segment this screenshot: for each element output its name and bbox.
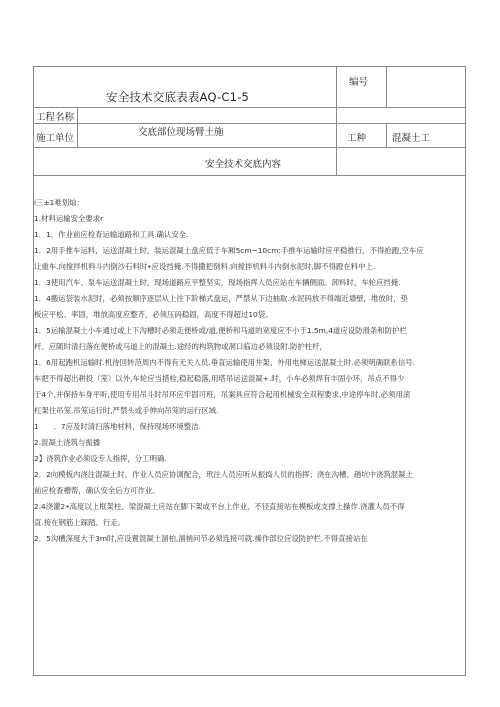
content-line: 前应检查槽帮，确认安全后方可作业。 (34, 486, 160, 495)
content-title: 安全技术交底内容 (205, 159, 282, 170)
construction-unit-label: 施工单位 (36, 133, 75, 144)
row-divider (34, 123, 465, 124)
content-line: 直.接在钢筋上踩踏、行走。 (34, 518, 126, 527)
content-line: i三±1难划灿： (34, 198, 84, 207)
content-line: 2】浇筑作业必须设专人指挥，分工明确. (34, 454, 167, 463)
safety-disclosure-form (33, 66, 466, 676)
content-line: 2.混凝土浇筑与振播 (34, 438, 101, 447)
content-line: 杆。应随时清扫落在便桥或马道上的混凝土.途经的构筑物或洞口临边必须设附.防护柱杆， (34, 342, 327, 351)
work-type-label: 工种 (347, 133, 367, 144)
content-line: 1.材料运输安全要求r (34, 214, 104, 223)
col-divider (386, 67, 387, 107)
content-line: 于4个,并保持车身平听,使用专用吊斗时吊环应牢固可班，吊案具应符合起用机械安全双程要求,中途停车时,必须用滚 (34, 390, 411, 399)
content-line: 2.4浇灌2•高度以上框架柱、梁混凝土应站在脚下架或平台上作业，不径直接站在模板或支撑上操作.浇灌人员不得 (34, 502, 405, 511)
content-line: 1．5运输混凝土小车通过或上下沟槽时必须走便桥或/道,便桥和马道的宽度应不小于1.5m,4道应设防滑条和防护栏 (34, 326, 407, 335)
row-divider (34, 147, 465, 148)
content-line: 1 ．7应及时清扫落地材料，保持现场环境整洁. (34, 422, 201, 431)
col-divider (336, 67, 337, 175)
content-line: 让重车.向搅拌机料斗内倒沙石料时•应设挡掩.不得撒把倒料.向搅拌机料斗内倒水泥时,脚不得蹬在料中上. (34, 262, 376, 271)
content-line: 1．4搬运袋装水泥时，必须按顺序逐层从上往下阶梯式盘运，严禁从下边抽取.水泥码放不得端近墙壁，堆放时，垫 (34, 294, 408, 303)
form-title: 安全技术交底表表AQ-C1-5 (106, 90, 249, 104)
content-line: 板应平松、率固，堆放高度应整齐，必须压码稳固，高度不得超过10袋。 (34, 310, 273, 319)
content-line: 1．3使用汽车、泵车运送混凝土时，现场道路应平整坚实，现场指挥人员应站在车辆侧面。卸料时，车轮应挡掩. (34, 278, 401, 287)
number-label: 编号 (349, 77, 369, 88)
content-line: 杠架住吊笼.吊笼运行时,严禁头或手伸向吊笼的运行区域. (34, 406, 219, 415)
row-divider (34, 107, 465, 108)
disclosure-part-label: 交底部位现场臂土施 (138, 127, 224, 138)
content-line: 1．2用手推车运料，运送混凝土时，装运混凝土盘应低于车厢5cm~10cm:手推车运输时应平稳推行，不得抢跑,空车应 (34, 246, 424, 255)
col-divider (386, 123, 387, 147)
content-line: 1．1．作业前应检查运输道路和工具.确认安全. (34, 230, 189, 239)
content-line: 车把不得超出耕投（笼）以外,车轮应当措栓,稳起稳落,用塔吊运送混凝+.时，小车必须焊有丰固小环，吊点不得少 (34, 374, 405, 383)
project-name-label: 工程名称 (36, 112, 75, 123)
work-type-value: 混凝土工 (392, 133, 431, 144)
disclosure-content (34, 195, 459, 547)
row-divider (34, 175, 465, 176)
content-line: 2．5沟槽深度大于3m时,应设置混凝土溜柏,溜梢问节必须连接可就.操作部位应设防护栏.不得直接站在 (34, 534, 368, 543)
col-divider (77, 107, 78, 147)
content-line: 2．2向模板内浇注混凝土时，作业人员应协调配合，玳注人员应听从振捣人员的指挥；浇在沟槽、趟坑中浇筑混凝土 (34, 470, 413, 479)
content-line: 1．6用起跑机运输时.机待回转范周内不得有无关人员.垂直运输使用井架、外用电梯运送混凝土时.必须明确联系信号. (34, 358, 415, 367)
